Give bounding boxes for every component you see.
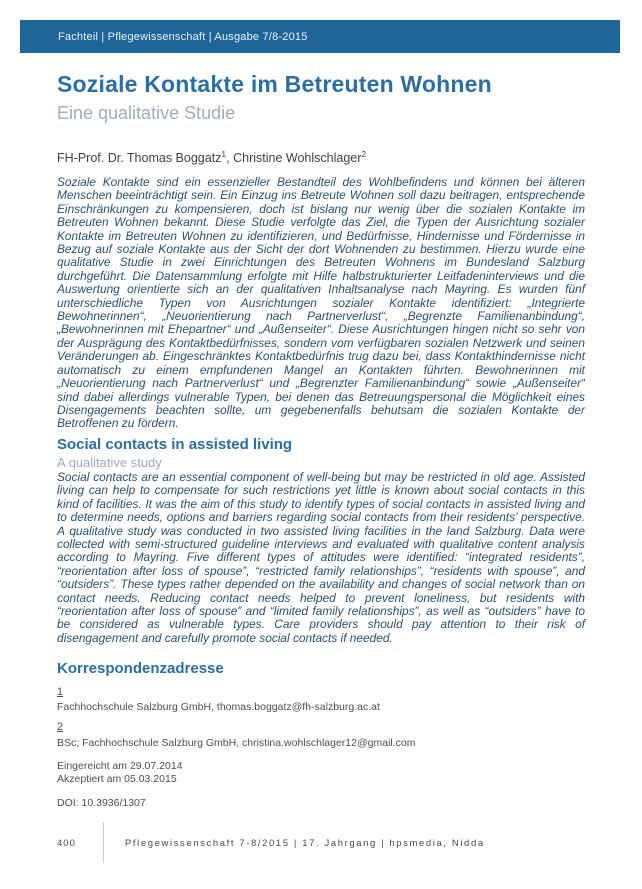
correspondence-address-2: BSc; Fachhochschule Salzburg GmbH, christina.wohlschlager12@gmail.com <box>57 737 416 749</box>
footnote-marker-2[interactable]: 2 <box>57 721 64 733</box>
correspondence-address-1: Fachhochschule Salzburg GmbH, thomas.boggatz@fh-salzburg.ac.at <box>57 701 380 713</box>
author-name-1: FH-Prof. Dr. Thomas Boggatz <box>57 151 222 166</box>
correspondence-heading: Korrespondenzadresse <box>57 660 224 677</box>
submitted-date: Eingereicht am 29.07.2014 <box>57 760 183 772</box>
footnote-marker-1[interactable]: 1 <box>57 686 64 698</box>
issue-header-text: Fachteil | Pflegewissenschaft | Ausgabe 7/8-2015 <box>58 30 308 43</box>
author-footnote-sup-1: 1 <box>221 149 227 159</box>
abstract-german: Soziale Kontakte sind ein essenzieller Bestandteil des Wohlbefindens und können bei älteren Menschen beeinträchtigt sein. Ein Einzug ins Betreute Wohnen soll dazu beitragen, entsprechende Einschränkungen zu kompensieren, doch ist bislang nur wenig über die sozialen Kontakte im Betreuten Wohnen bekannt. Diese Studie verfolgte das Ziel, die Typen der Ausrichtung sozialer Kontakte im Betreuten Wohnen zu identifizieren, und Bedürfnisse, Hindernisse und Fördernisse in Bezug auf soziale Kontakte aus der Sicht der dort Wohnenden zu bestimmen. Hierzu wurde eine qualitative Studie in zwei Einrichtungen des Betreuten Wohnens im Bundesland Salzburg durchgeführt. Die Datensammlung erfolgte mit Hilfe halbstrukturierter Leitfadeninterviews und die Auswertung orientierte sich an der qualitativen Inhaltsanalyse nach Mayring. Es wurden fünf unterschiedliche Typen von Ausrichtungen sozialer Kontakte identifiziert: „Integrierte Bewohnerinnen“, „Neuorientierung nach Partnerverlust“, „Begrenzte Familienanbindung“, „Bewohnerinnen mit Ehepartner“ und „Außenseiter“. Diese Ausrichtungen hingen nicht so sehr von der Ausprägung des Kontaktbedürfnisses, sondern vom verfügbaren sozialen Netzwerk und seinen Veränderungen ab. Eingeschränktes Kontaktbedürfnis trug dazu bei, dass Kontakthindernisse nicht automatisch zu einem empfundenen Mangel an Kontakten führten. Bewohnerinnen mit „Neuorientierung nach Partnerverlust“ und „Begrenzter Familienanbindung“ sowie „Außenseiter“ sind dabei allerdings vulnerable Typen, bei denen das Betreuungspersonal die Möglichkeit eines Disengagements beachten sollte, um gegebenenfalls behutsam die sozialen Kontakte der Betroffenen zu fördern. <box>57 175 585 431</box>
abstract-english: Social contacts are an essential component of well-being but may be restricted in old age. Assisted living can help to compensate for such restrictions yet little is known about social contacts in this kind of facilities. It was the aim of this study to identify types of social contacts in assisted living and to determine needs, options and barriers regarding social contacts from their residents’ perspective. A qualitative study was conducted in two assisted living facilities in the land Salzburg. Data were collected with semi-structured guideline interviews and evaluated with qualitative content analysis according to Mayring. Five different types of attitudes were identified: “integrated residents”, “reorientation after loss of spouse”, “restricted family relationships”, “residents with spouse”, and “outsiders”. These types rather depended on the availability and changes of social network than on contact needs. Reducing contact needs helped to prevent loneliness, but residents with “reorientation after loss of spouse” and “limited family relationships”, as well as “outsiders” have to be considered as vulnerable types. Care providers should pay attention to their risk of disengagement and carefully promote social contacts if needed. <box>57 470 585 645</box>
footer-divider <box>103 822 104 863</box>
article-subtitle: Eine qualitative Studie <box>57 103 236 123</box>
article-title: Soziale Kontakte im Betreuten Wohnen <box>57 71 492 97</box>
accepted-date: Akzeptiert am 05.03.2015 <box>57 773 177 785</box>
footer-journal-line: Pflegewissenschaft 7-8/2015 | 17. Jahrgang | hpsmedia, Nidda <box>125 838 485 849</box>
author-separator: , <box>226 151 234 166</box>
author-footnote-sup-2: 2 <box>361 149 367 159</box>
issue-header-bar <box>20 20 620 53</box>
doi-line: DOI: 10.3936/1307 <box>57 797 146 809</box>
footer-page-number: 400 <box>57 838 76 849</box>
author-name-2: Christine Wohlschlager <box>233 151 362 166</box>
english-subtitle: A qualitative study <box>57 455 162 470</box>
english-title: Social contacts in assisted living <box>57 436 293 453</box>
authors-line <box>57 149 587 165</box>
